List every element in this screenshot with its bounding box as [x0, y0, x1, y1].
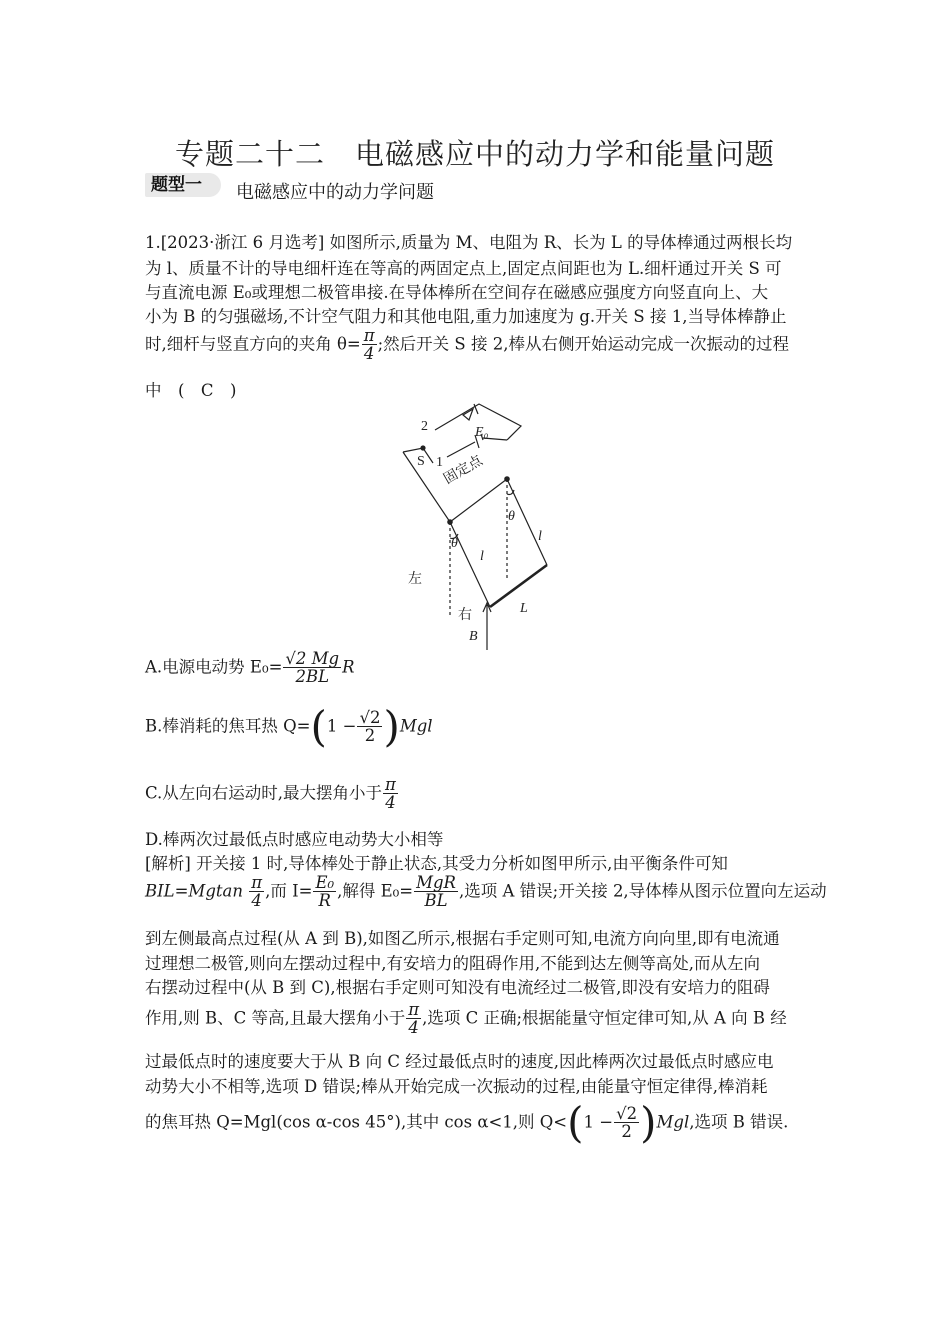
label-fixed-point: 固定点 — [441, 453, 486, 488]
analysis-line-1: [解析] 开关接 1 时,导体棒处于静止状态,其受力分析如图甲所示,由平衡条件可知 — [145, 854, 728, 873]
label-1: 1 — [436, 455, 443, 470]
option-a: A.电源电动势 E₀= $\frac{√2 Mg}{2BL}$ R — [145, 649, 355, 687]
analysis-line-7: 过最低点时的速度要大于从 B 向 C 经过最低点时的速度,因此棒两次过最低点时感应电 — [145, 1052, 774, 1071]
question-line-1: 1.[2023·浙江 6 月选考] 如图所示,质量为 M、电阻为 R、长为 L 的导体棒通过两根长均 — [145, 233, 793, 252]
label-B: B — [469, 629, 478, 644]
rod-lines — [450, 479, 547, 607]
question-line-5-text-b: ;然后开关 S 接 2,棒从右侧开始运动完成一次振动的过程 — [377, 334, 789, 354]
label-l-right: l — [538, 529, 542, 544]
label-theta-right: θ — [508, 509, 515, 524]
page-title: 专题二十二 电磁感应中的动力学和能量问题 — [174, 137, 775, 171]
section-title: 电磁感应中的动力学问题 — [236, 182, 434, 203]
analysis-line-2: BIL=Mgtan $\frac{\pi}{4}$ ,而 I= $\frac{\text{E₀}}{R}$ ,解得 E₀= $\frac{\text{MgR}}{BL}$ ,选项 A 错误;开关接 2,导体棒从图示位置向左运动 — [145, 873, 827, 911]
b-field-arrow — [483, 603, 491, 650]
label-L: L — [520, 601, 528, 616]
analysis-line-5: 右摆动过程中(从 B 到 C),根据右手定则可知没有电流经过二极管,即没有安培力的阻碍 — [145, 978, 770, 997]
conductor-bar — [490, 565, 547, 607]
label-l-left: l — [480, 549, 484, 564]
question-line-5-text-a: 时,细杆与竖直方向的夹角 θ= — [145, 334, 361, 354]
question-line-6: 中 ( C ) — [145, 381, 237, 400]
label-s: S — [417, 454, 425, 469]
option-b-fraction: $\frac{√2}{2}$ — [359, 708, 381, 746]
option-d: D.棒两次过最低点时感应电动势大小相等 — [145, 830, 444, 849]
question-line-2: 为 l、质量不计的导电细杆连在等高的两固定点上,固定点间距也为 L.细杆通过开关 S 可 — [145, 259, 782, 278]
circuit-figure — [395, 390, 570, 655]
label-theta-left: θ — [451, 536, 458, 551]
analysis-line-9: 的焦耳热 Q=Mgl(cos α-cos 45°),其中 cos α<1,则 Q<(1 − $\frac{√2}{2}$ )Mgl,选项 B 错误. — [145, 1098, 789, 1147]
option-b: B.棒消耗的焦耳热 Q=(1 − $\frac{√2}{2}$ )Mgl — [145, 702, 433, 751]
analysis-line-4: 过理想二极管,则向左摆动过程中,有安培力的阻碍作用,不能到达左侧等高处,而从左向 — [145, 954, 760, 973]
analysis-line-6: 作用,则 B、C 等高,且最大摆角小于 $\frac{\pi}{4}$ ,选项 C 正确;根据能量守恒定律可知,从 A 向 B 经 — [145, 1000, 787, 1038]
question-line-5 — [145, 327, 789, 363]
label-left: 左 — [408, 572, 422, 587]
label-right: 右 — [458, 608, 472, 623]
option-c: C.从左向右运动时,最大摆角小于 $\frac{\pi}{4}$ — [145, 775, 396, 813]
theta-fraction: $\frac{\pi}{4}$ — [363, 326, 375, 364]
question-line-4: 小为 B 的匀强磁场,不计空气阻力和其他电阻,重力加速度为 g.开关 S 接 1,当导体棒静止 — [145, 307, 787, 326]
vertical-dashed-lines — [450, 479, 507, 615]
question-type-badge: 题型一 — [145, 173, 221, 197]
option-c-fraction: $\frac{\pi}{4}$ — [385, 775, 396, 813]
label-e0: E₀ — [475, 425, 489, 440]
option-a-fraction: $\frac{√2 Mg}{2BL}$ — [285, 649, 340, 687]
analysis-line-8: 动势大小不相等,选项 D 错误;棒从开始完成一次振动的过程,由能量守恒定律得,棒消耗 — [145, 1077, 768, 1096]
analysis-line-3: 到左侧最高点过程(从 A 到 B),如图乙所示,根据右手定则可知,电流方向向里,即有电流通 — [145, 929, 780, 948]
label-2: 2 — [421, 419, 428, 434]
question-line-3: 与直流电源 E₀或理想二极管串接.在导体棒所在空间存在磁感应强度方向竖直向上、大 — [145, 283, 769, 302]
